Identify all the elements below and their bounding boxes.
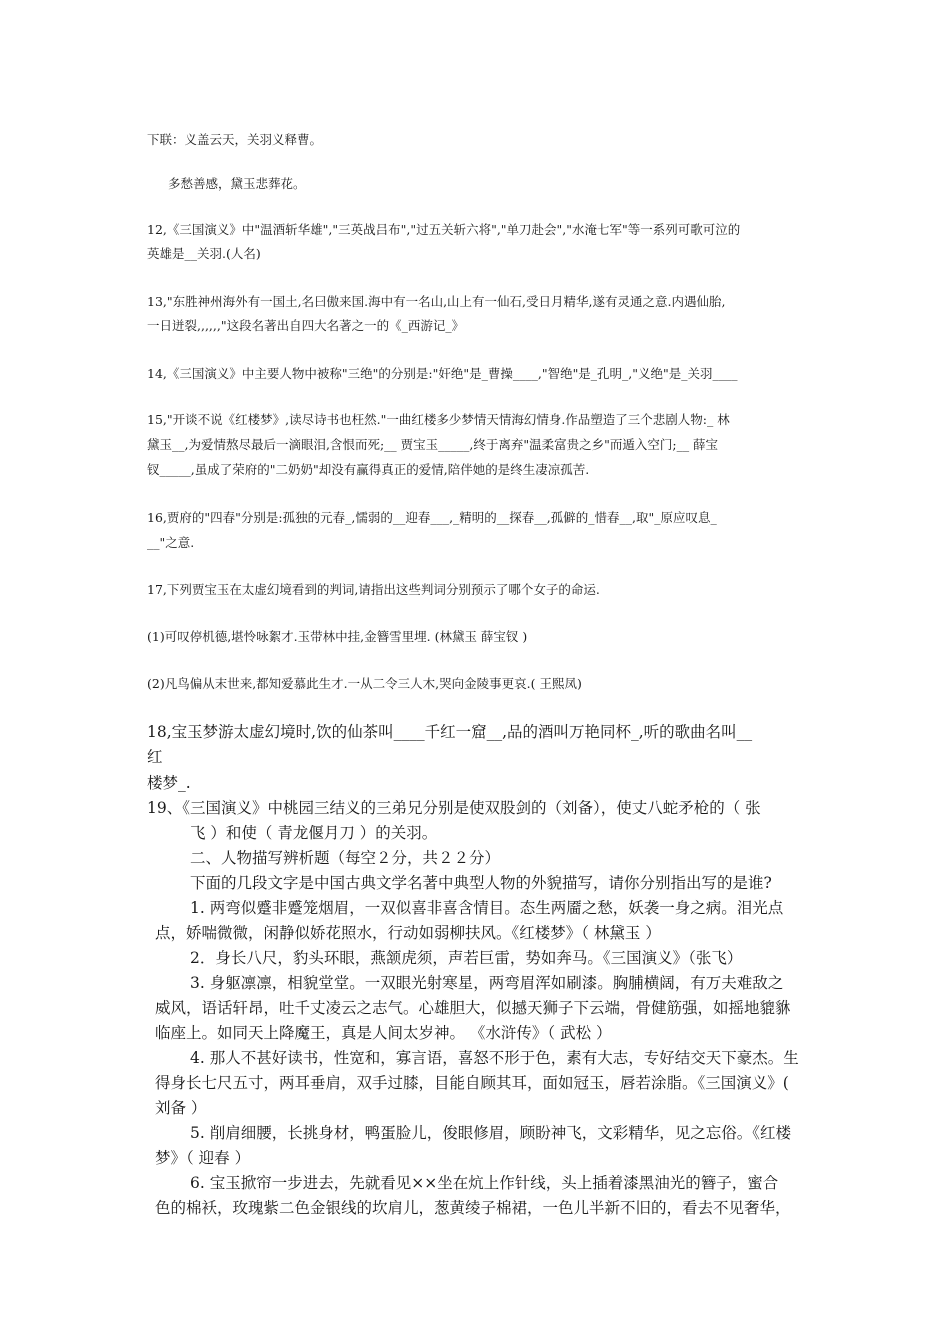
text-line: 得身长七尺五寸，两耳垂肩，双手过膝，目能自顾其耳，面如冠玉，唇若涂脂。《三国演义》( (155, 1074, 789, 1092)
text-line: 梦》（ 迎春 ） (155, 1149, 251, 1167)
question-16: 16,贾府的"四春"分别是:孤独的元春_,懦弱的__迎春___,_精明的__探春__,孤僻的_惜春__,取"_原应叹息_ (147, 510, 717, 525)
text-line: 英雄是__关羽.(人名) (147, 246, 261, 261)
text-line: 红 (147, 748, 163, 766)
text-line: (2)凡鸟偏从末世来,都知爱慕此生才.一从二令三人木,哭向金陵事更哀.( 王熙凤) (147, 676, 582, 691)
passage-4: 4. 那人不甚好读书，性宽和，寡言语，喜怒不形于色，素有大志，专好结交天下豪杰。生 (190, 1049, 799, 1067)
question-12: 12,《三国演义》中"温酒斩华雄","三英战吕布","过五关斩六将","单刀赴会","水淹七军"等一系列可歌可泣的 (147, 222, 741, 237)
text-line: 色的棉袄，玫瑰紫二色金银线的坎肩儿，葱黄绫子棉裙，一色儿半新不旧的，看去不见奢华， (155, 1199, 791, 1217)
text-line: 点，娇喘微微，闲静似娇花照水，行动如弱柳扶风。《红楼梦》（ 林黛玉 ） (155, 924, 661, 942)
passage-2: 2．身长八尺，豹头环眼，燕颔虎须，声若巨雷，势如奔马。《三国演义》（张飞） (190, 949, 743, 967)
text-line: 飞 ）和使（ 青龙偃月刀 ）的关羽。 (190, 824, 438, 842)
passage-5: 5. 削肩细腰，长挑身材，鸭蛋脸儿，俊眼修眉，顾盼神飞，文彩精华，见之忘俗。《红楼 (190, 1124, 791, 1142)
text-line: 多愁善感，黛玉悲葬花。 (168, 176, 306, 191)
text-line: (1)可叹停机德,堪怜咏絮才.玉带林中挂,金簪雪里埋. (林黛玉 薛宝钗 ) (147, 629, 528, 644)
text-line: 临座上。如同天上降魔王，真是人间太岁神。 《水浒传》（ 武松 ） (155, 1024, 612, 1042)
text-line: 下联：义盖云天，关羽义释曹。 (147, 132, 323, 147)
question-18: 18,宝玉梦游太虚幻境时,饮的仙茶叫____千红一窟__,品的酒叫万艳同杯_,听的歌曲名叫__ (147, 723, 753, 741)
text-line: 刘备 ） (155, 1099, 207, 1117)
question-15: 15,"开谈不说《红楼梦》,读尽诗书也枉然."一曲红楼多少梦情天情海幻情身.作品塑造了三个悲剧人物:_ 林 (147, 412, 730, 427)
section-heading: 二、人物描写辨析题（每空２分，共２２分） (190, 849, 501, 867)
text-line: 钗_____,虽成了荣府的"二奶奶"却没有赢得真正的爱情,陪伴她的是终生凄凉孤苦. (147, 462, 590, 477)
question-13: 13,"东胜神州海外有一国土,名曰傲来国.海中有一名山,山上有一仙石,受日月精华,遂有灵通之意.内遇仙胎, (147, 294, 726, 309)
passage-3: 3. 身躯凛凛，相貌堂堂。一双眼光射寒星，两弯眉浑如刷漆。胸脯横阔，有万夫难敌之 (190, 974, 784, 992)
passage-1: 1. 两弯似蹙非蹙笼烟眉，一双似喜非喜含情目。态生两靥之愁，妖袭一身之病。泪光点 (190, 899, 784, 917)
text-line: 下面的几段文字是中国古典文学名著中典型人物的外貌描写，请你分别指出写的是谁? (190, 874, 772, 892)
text-line: 一日迸裂,,,,,,"这段名著出自四大名著之一的《_西游记_》 (147, 318, 465, 333)
passage-6: 6. 宝玉掀帘一步进去，先就看见××坐在炕上作针线，头上插着漆黑油光的簪子，蜜合 (190, 1174, 779, 1192)
text-line: __"之意. (147, 535, 195, 550)
text-line: 威风，语话轩昂，吐千丈凌云之志气。心雄胆大，似撼天狮子下云端，骨健筋强，如摇地貔貅 (155, 999, 791, 1017)
text-line: 黛玉__,为爱情熬尽最后一滴眼泪,含恨而死;__ 贾宝玉_____,终于离弃"温柔富贵之乡"而遁入空门;__ 薛宝 (147, 437, 719, 452)
question-14: 14,《三国演义》中主要人物中被称"三绝"的分别是:"奸绝"是_曹操____,"智绝"是_孔明_,"义绝"是_关羽____ (147, 366, 738, 381)
question-17: 17,下列贾宝玉在太虚幻境看到的判词,请指出这些判词分别预示了哪个女子的命运. (147, 582, 600, 597)
text-line: 楼梦_. (147, 774, 191, 792)
question-19: 19、《三国演义》中桃园三结义的三弟兄分别是使双股剑的（刘备），使丈八蛇矛枪的（ 张 (147, 799, 761, 817)
